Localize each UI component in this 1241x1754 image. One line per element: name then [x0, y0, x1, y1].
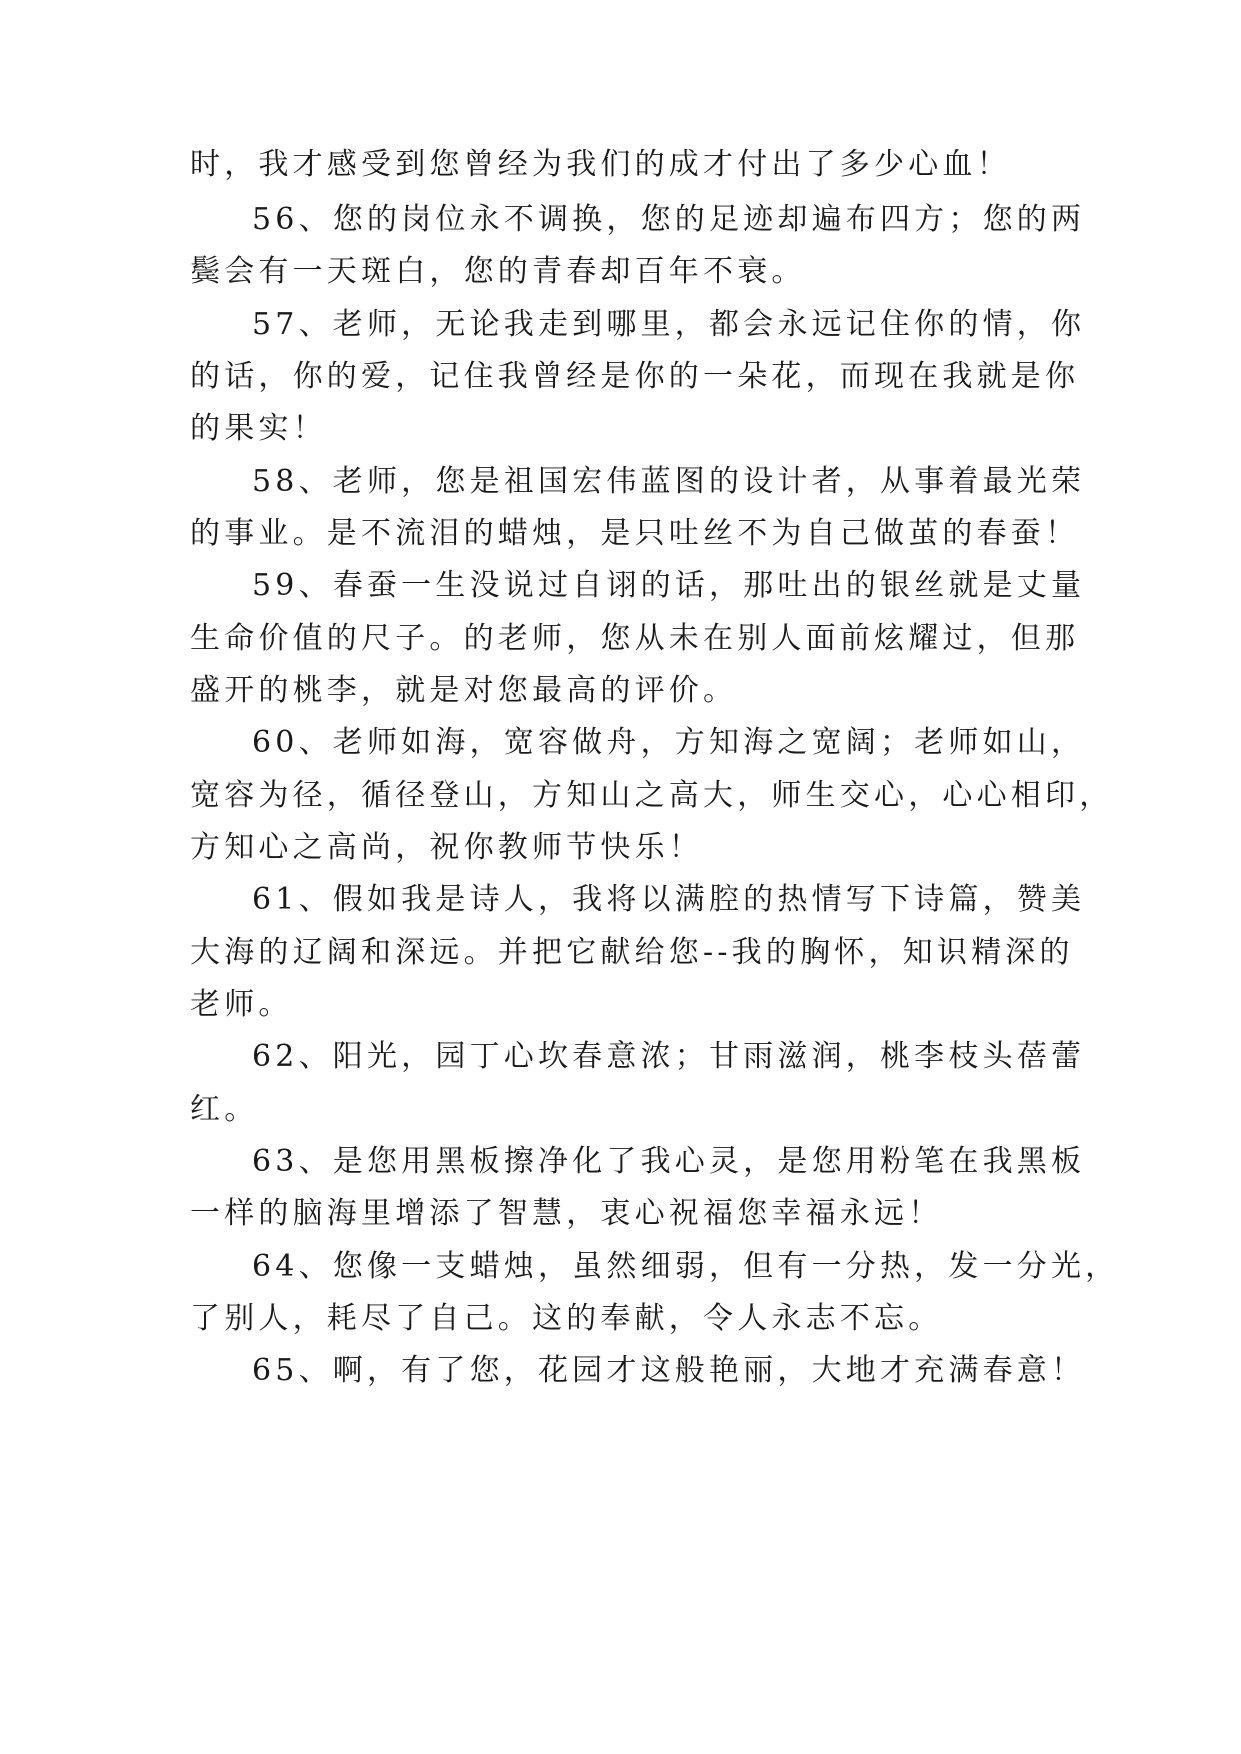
item-62-line-2: 红。 — [190, 1092, 259, 1127]
item-60-line-1: 60、老师如海，宽容做舟，方知海之宽阔；老师如山， — [252, 725, 1086, 760]
item-61-line-2: 大海的辽阔和深远。并把它献给您--我的胸怀，知识精深的 — [190, 935, 1074, 970]
item-59-line-1: 59、春蚕一生没说过自诩的话，那吐出的银丝就是丈量 — [252, 568, 1086, 603]
item-64-line-1: 64、您像一支蜡烛，虽然细弱，但有一分热，发一分光， — [252, 1249, 1120, 1284]
item-58-line-2: 的事业。是不流泪的蜡烛，是只吐丝不为自己做茧的春蚕！ — [190, 516, 1080, 551]
item-59-line-2: 生命价值的尺子。的老师，您从未在别人面前炫耀过，但那 — [190, 621, 1080, 656]
item-63-line-1: 63、是您用黑板擦净化了我心灵，是您用粉笔在我黑板 — [252, 1144, 1086, 1179]
item-64-line-2: 了别人，耗尽了自己。这的奉献，令人永志不忘。 — [190, 1301, 943, 1336]
item-59-line-3: 盛开的桃李，就是对您最高的评价。 — [190, 673, 738, 708]
item-57-line-3: 的果实！ — [190, 411, 327, 446]
item-65-line-1: 65、啊，有了您，花园才这般艳丽，大地才充满春意！ — [252, 1353, 1086, 1388]
item-56-line-2: 鬓会有一天斑白，您的青春却百年不衰。 — [190, 254, 806, 289]
item-57-line-1: 57、老师，无论我走到哪里，都会永远记住你的情，你 — [252, 307, 1086, 342]
item-60-line-3: 方知心之高尚，祝你教师节快乐！ — [190, 830, 703, 865]
item-62-line-1: 62、阳光，园丁心坎春意浓；甘雨滋润，桃李枝头蓓蕾 — [252, 1039, 1086, 1074]
text-line-1: 时，我才感受到您曾经为我们的成才付出了多少心血！ — [190, 147, 1011, 182]
item-61-line-1: 61、假如我是诗人，我将以满腔的热情写下诗篇，赞美 — [252, 882, 1086, 917]
item-60-line-2: 宽容为径，循径登山，方知山之高大，师生交心，心心相印， — [190, 778, 1114, 813]
item-58-line-1: 58、老师，您是祖国宏伟蓝图的设计者，从事着最光荣 — [252, 464, 1086, 499]
item-63-line-2: 一样的脑海里增添了智慧，衷心祝福您幸福永远！ — [190, 1196, 943, 1231]
item-61-line-3: 老师。 — [190, 987, 293, 1022]
item-56-line-1: 56、您的岗位永不调换，您的足迹却遍布四方；您的两 — [252, 202, 1086, 237]
item-57-line-2: 的话，你的爱，记住我曾经是你的一朵花，而现在我就是你 — [190, 359, 1080, 394]
